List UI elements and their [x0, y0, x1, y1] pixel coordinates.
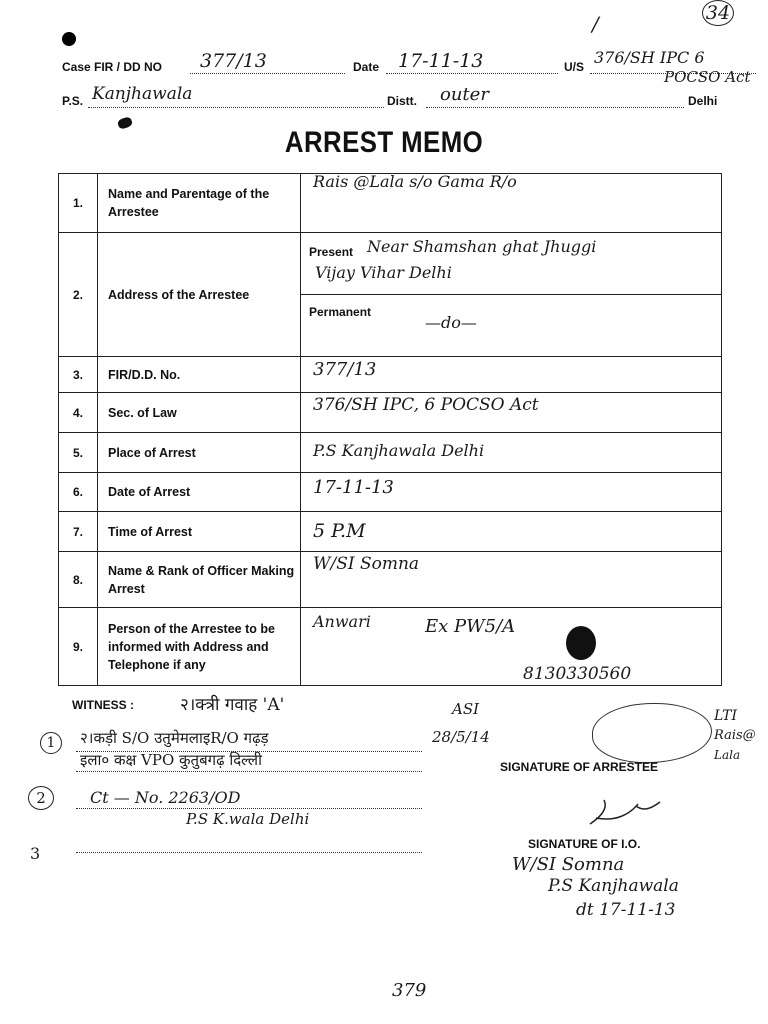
present-label: Present: [309, 245, 354, 259]
table-row: [59, 393, 722, 433]
page-title: ARREST MEMO: [284, 126, 484, 159]
table-row: [59, 433, 722, 473]
witness-label: WITNESS :: [72, 698, 134, 712]
officer-name-value: W/SI Somna: [313, 554, 420, 574]
us-value-line2: POCSO Act: [664, 68, 751, 86]
page-corner-number: 34: [702, 0, 734, 26]
tick-mark: /: [592, 12, 599, 36]
row-label: Name and Parentage of the Arrestee: [98, 174, 301, 233]
exhibit-mark: Ex PW5/A: [425, 616, 516, 637]
io-name: W/SI Somna: [512, 854, 625, 875]
present-address-value: Near Shamshan ghat Jhuggi: [367, 237, 597, 256]
row-value-cell: [301, 174, 722, 233]
row-value-cell: [301, 433, 722, 473]
row-number: 9.: [59, 608, 98, 686]
informed-person-value: Anwari: [313, 612, 371, 631]
io-signature-label: SIGNATURE OF I.O.: [528, 837, 641, 851]
us-value: 376/SH IPC 6: [594, 48, 705, 67]
table-row: [59, 473, 722, 512]
witness-date-note: 28/5/14: [432, 728, 490, 746]
witness-3-number: 3: [30, 844, 41, 863]
distt-value: outer: [440, 84, 489, 105]
table-row: [59, 174, 722, 233]
section-of-law-value: 376/SH IPC, 6 POCSO Act: [313, 395, 539, 415]
witness-heading: २।क्त्री गवाह 'A': [180, 695, 285, 715]
date-of-arrest-value: 17-11-13: [313, 477, 394, 498]
witness-2-number: 2: [28, 786, 54, 810]
ps-value: Kanjhawala: [92, 84, 193, 104]
row-label: Address of the Arrestee: [98, 233, 301, 357]
us-label: U/S: [564, 60, 585, 74]
row-label: Date of Arrest: [98, 473, 301, 512]
date-label: Date: [353, 60, 380, 74]
row-label: FIR/D.D. No.: [98, 357, 301, 393]
row-label: Time of Arrest: [98, 512, 301, 552]
punch-hole: [62, 32, 76, 46]
case-fir-value: 377/13: [200, 50, 267, 72]
case-fir-label: Case FIR / DD NO: [62, 60, 163, 74]
row-number: 4.: [59, 393, 98, 433]
arrestee-note-lti: LTI: [714, 708, 738, 724]
delhi-label: Delhi: [688, 94, 718, 108]
row-value-cell: [301, 357, 722, 393]
row-value-cell: [301, 552, 722, 608]
arrestee-note-name: Rais@: [714, 728, 756, 743]
row-label: Place of Arrest: [98, 433, 301, 473]
table-row: [59, 552, 722, 608]
address-cell: [301, 233, 722, 357]
table-row: [59, 233, 722, 357]
io-signature-scribble: [586, 796, 666, 836]
informed-phone-value: 8130330560: [523, 664, 632, 684]
asi-note: ASI: [452, 700, 480, 718]
distt-label: Distt.: [387, 94, 417, 108]
arrest-memo-table: [58, 173, 722, 686]
io-date: dt 17-11-13: [576, 900, 676, 920]
permanent-address-value: —do—: [425, 313, 477, 332]
row-number: 2.: [59, 233, 98, 357]
row-number: 1.: [59, 174, 98, 233]
witness-1-line2: इला० कक्ष VPO कुतुबगढ़ दिल्ली: [80, 751, 262, 769]
present-address-value-line2: Vijay Vihar Delhi: [315, 263, 452, 282]
witness-1-number: 1: [40, 732, 62, 754]
row-label: Sec. of Law: [98, 393, 301, 433]
row-number: 5.: [59, 433, 98, 473]
row-number: 7.: [59, 512, 98, 552]
row-number: 6.: [59, 473, 98, 512]
arrestee-name-value: Rais @Lala s/o Gama R/o: [313, 172, 517, 191]
witness-2-line2: P.S K.wala Delhi: [186, 810, 310, 828]
row-number: 8.: [59, 552, 98, 608]
witness-1-line1: २।कड़ी S/O उतुमेमलाइR/O गढ़ड़: [80, 729, 269, 747]
row-number: 3.: [59, 357, 98, 393]
fir-dd-value: 377/13: [313, 359, 377, 380]
row-value-cell: [301, 393, 722, 433]
arrestee-note-alias: Lala: [714, 748, 741, 762]
row-value-cell: [301, 473, 722, 512]
ink-blot: [566, 626, 596, 660]
io-station: P.S Kanjhawala: [548, 876, 679, 896]
table-row: [59, 608, 722, 686]
place-of-arrest-value: P.S Kanjhawala Delhi: [313, 441, 485, 460]
date-value: 17-11-13: [398, 50, 484, 72]
witness-2-line1: Ct — No. 2263/OD: [90, 788, 241, 807]
table-row: [59, 512, 722, 552]
page-number: 379: [392, 980, 427, 1001]
informed-person-cell: [301, 608, 722, 686]
thumb-impression: [592, 703, 712, 763]
row-label: Name & Rank of Officer Making Arrest: [98, 552, 301, 608]
time-of-arrest-value: 5 P.M: [313, 520, 366, 542]
row-value-cell: [301, 512, 722, 552]
row-label: Person of the Arrestee to be informed with Address and Telephone if any: [98, 608, 301, 686]
ps-label: P.S.: [62, 94, 84, 108]
table-row: [59, 357, 722, 393]
permanent-label: Permanent: [309, 305, 372, 319]
arrestee-signature-label: SIGNATURE OF ARRESTEE: [500, 760, 659, 774]
